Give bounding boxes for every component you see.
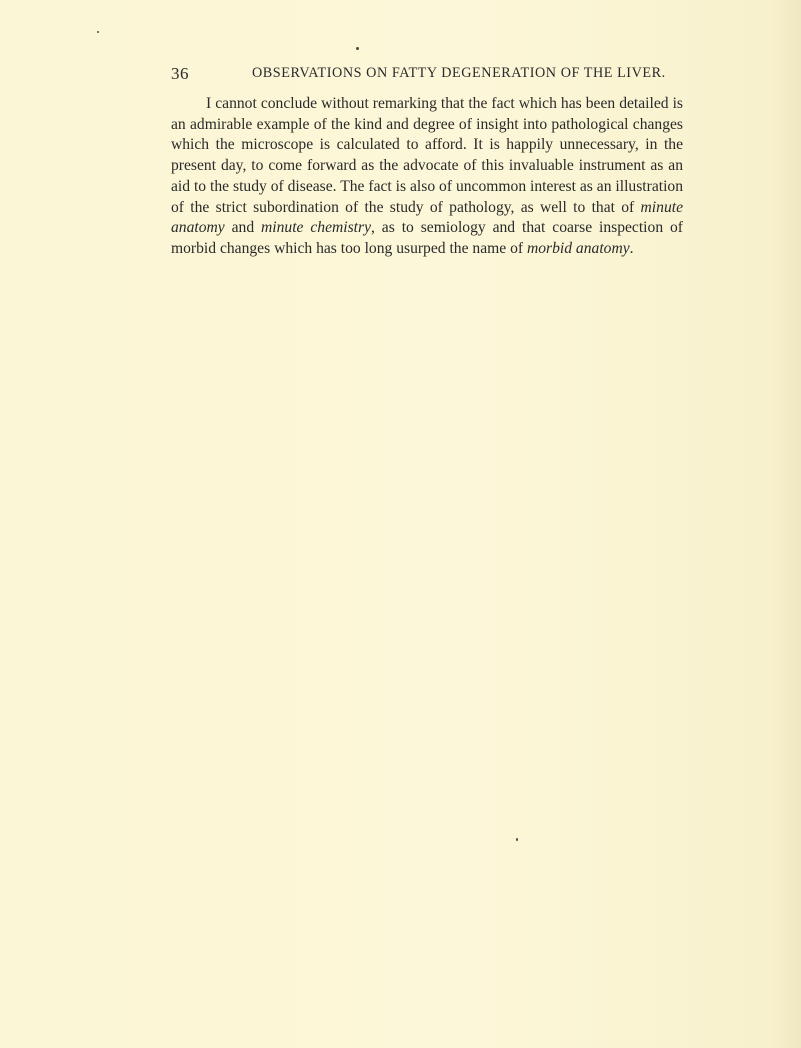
italic-term-minute-chemistry: minute chemistry (261, 219, 371, 237)
paragraph-text: I cannot conclude without remarking that the fact which has been detailed is an admirable example of the kind and degree of insight into pathological changes which the microscope is calculated to afford. It is happily unnecessary, in the present day, to come forward as the advocate of this invaluable instrument as an aid to the study of disease. The fact is also of uncommon interest as an illustration of the strict subordination of the study of pathology, as well to that of (171, 95, 683, 216)
italic-term-morbid-anatomy: morbid anatomy (526, 239, 630, 257)
paper-speck (97, 31, 99, 33)
paragraph-text: . (629, 239, 634, 257)
paragraph-text: and (224, 219, 262, 237)
running-head: OBSERVATIONS ON FATTY DEGENERATION OF THE LIVER. (252, 65, 666, 81)
page-number: 36 (171, 64, 189, 83)
italic-term-minute-anatomy: minute anatomy (171, 198, 683, 237)
paragraph-text: , as to semiology and that coarse inspection of morbid changes which has too long usurped the name of (171, 219, 684, 257)
body-paragraph (171, 94, 683, 260)
paper-speck (356, 47, 359, 50)
paper-speck (516, 838, 518, 841)
page-header (171, 64, 691, 86)
